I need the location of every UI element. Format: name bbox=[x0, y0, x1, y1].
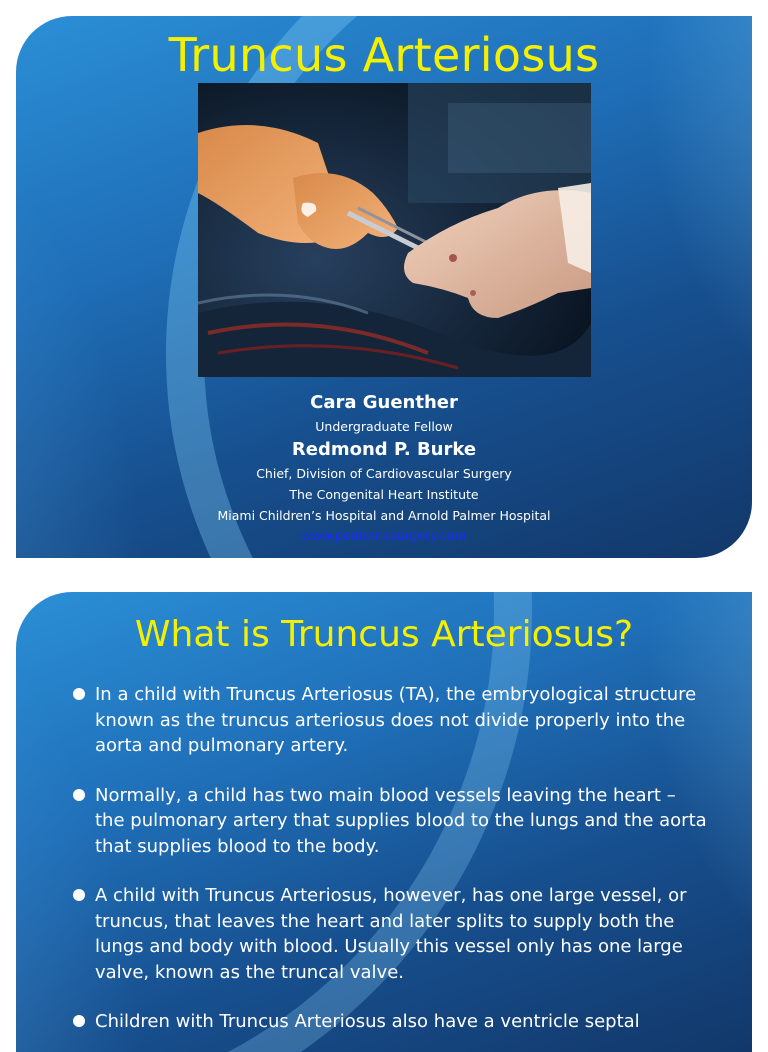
author-name: Cara Guenther bbox=[310, 392, 458, 413]
bullet-text: A child with Truncus Arteriosus, however, has one large vessel, or truncus, that leaves the heart and later splits to supply both the lungs and body with blood. Usually this vessel only has one large valve, known as the truncal valve. bbox=[95, 885, 687, 983]
bullet-list bbox=[70, 682, 710, 1052]
author-name: Redmond P. Burke bbox=[291, 439, 477, 460]
bullet-text: Children with Truncus Arteriosus also have a ventricle septal bbox=[95, 1011, 640, 1032]
bullet-icon bbox=[73, 889, 85, 901]
title-slide bbox=[16, 16, 752, 558]
website-link[interactable]: www.pediatricsurgery.com bbox=[301, 528, 467, 543]
author-role: Undergraduate Fellow bbox=[315, 419, 453, 434]
bullet-icon bbox=[73, 1015, 85, 1027]
bullet-text: In a child with Truncus Arteriosus (TA), the embryological structure known as the truncus arteriosus does not divide properly into the aorta and pulmonary artery. bbox=[95, 684, 697, 756]
slide-title: Truncus Arteriosus bbox=[168, 28, 600, 82]
surgery-photo bbox=[198, 83, 591, 377]
organization: Miami Children’s Hospital and Arnold Palmer Hospital bbox=[217, 508, 551, 523]
bullet-item bbox=[70, 883, 710, 985]
bullet-text: Normally, a child has two main blood vessels leaving the heart – the pulmonary artery that supplies blood to the lungs and the aorta that supplies blood to the body. bbox=[95, 784, 707, 857]
bullet-item bbox=[70, 783, 710, 860]
surgical-hands-image bbox=[198, 83, 591, 377]
author-role: Chief, Division of Cardiovascular Surgery bbox=[256, 466, 512, 481]
bullet-item bbox=[70, 682, 710, 759]
bullet-item bbox=[70, 1009, 710, 1035]
bullet-icon bbox=[73, 789, 85, 801]
slide-title: What is Truncus Arteriosus? bbox=[134, 614, 634, 655]
credits-block bbox=[16, 390, 752, 546]
content-slide bbox=[16, 592, 752, 1052]
bullet-icon bbox=[73, 688, 85, 700]
organization: The Congenital Heart Institute bbox=[289, 487, 479, 502]
